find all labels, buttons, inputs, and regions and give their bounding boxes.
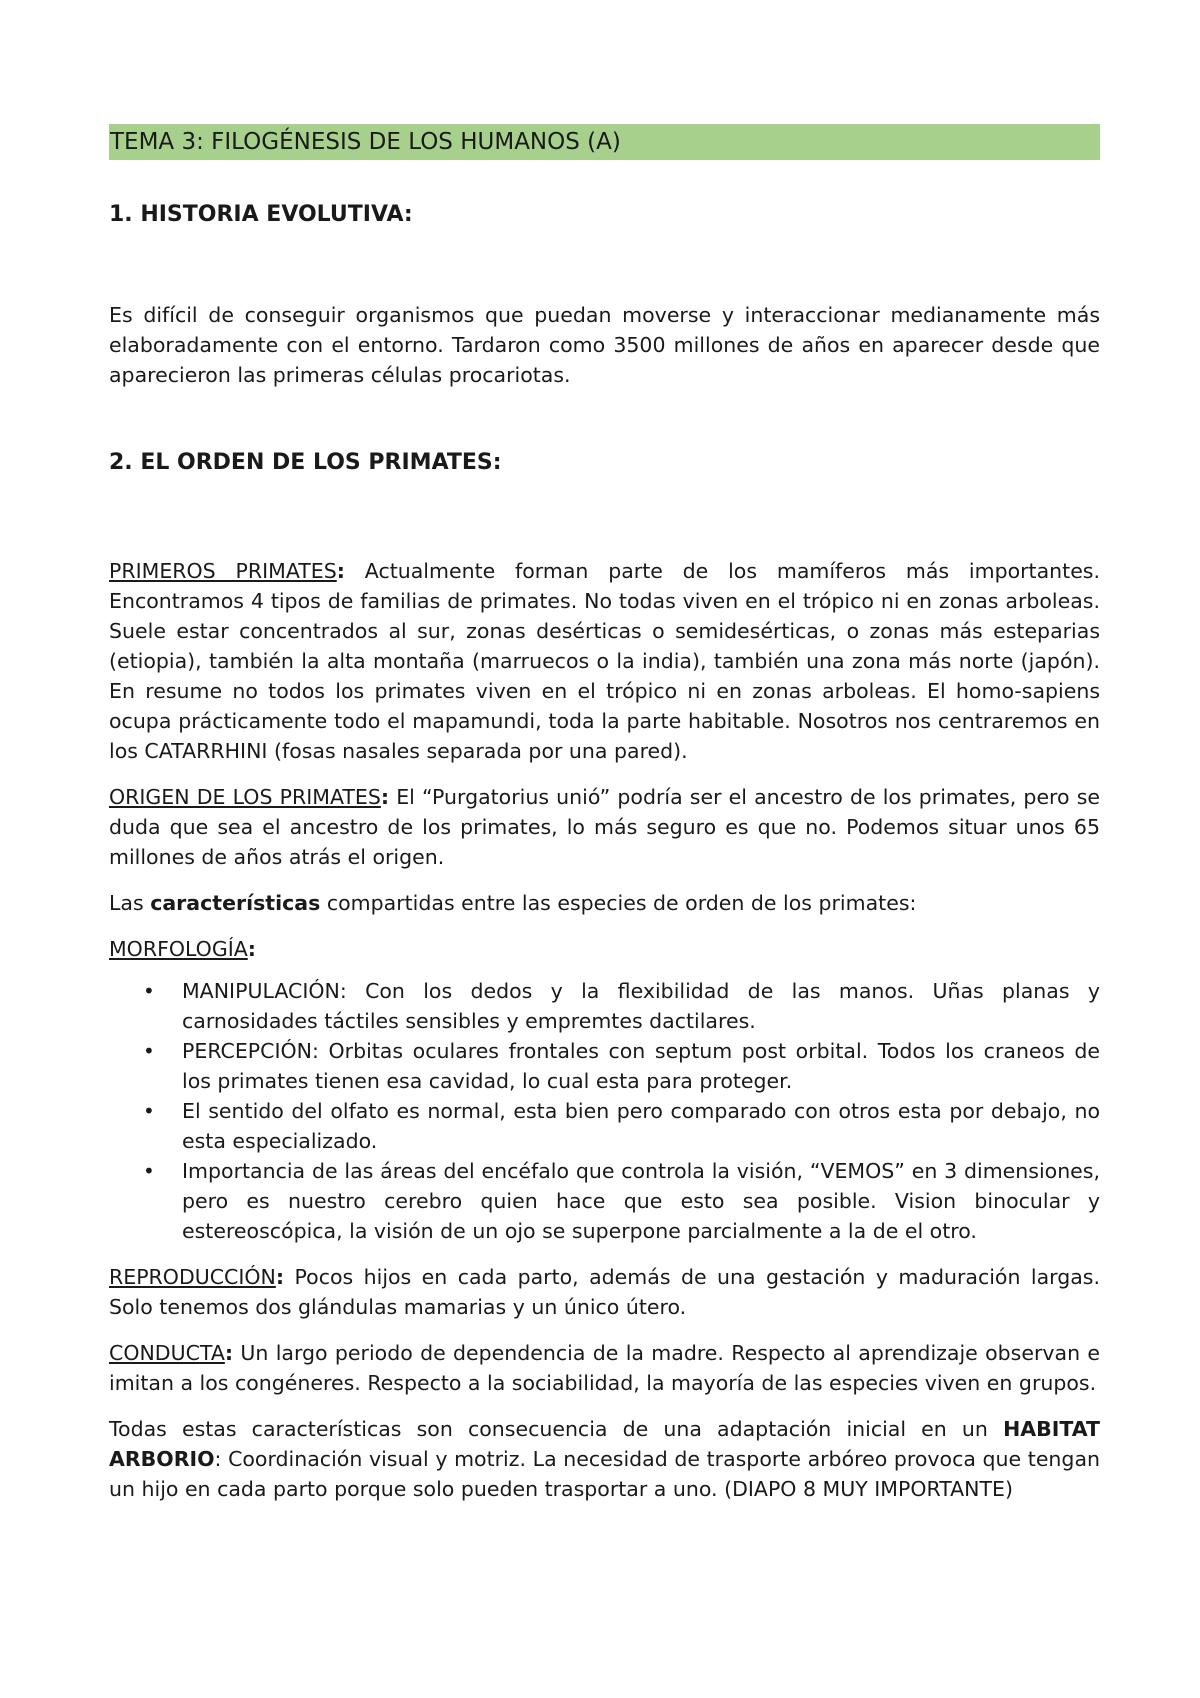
- paragraph-origen-primates: [109, 782, 1100, 872]
- origen-label: ORIGEN DE LOS PRIMATES: [109, 785, 381, 809]
- origen-text: El “Purgatorius unió” podría ser el ancestro de los primates, pero se duda que sea el ancestro de los primates, lo más seguro es que no. Podemos situar unos 65 millones de años atrás el origen.: [109, 785, 1101, 869]
- bullet-icon: •: [143, 1159, 155, 1183]
- caracteristicas-before: Las: [109, 891, 151, 915]
- bullet-icon: •: [143, 979, 155, 1003]
- paragraph-caracteristicas: [109, 888, 1100, 918]
- primeros-label: PRIMEROS PRIMATES: [109, 559, 337, 583]
- morfologia-heading: [109, 934, 1100, 964]
- reproduccion-text: Pocos hijos en cada parto, además de una gestación y maduración largas. Solo tenemos dos glándulas mamarias y un único útero.: [109, 1265, 1100, 1319]
- document-page: [109, 124, 1100, 1504]
- paragraph-habitat: [109, 1414, 1100, 1504]
- bullet-icon: •: [143, 1039, 155, 1063]
- list-item-text: El sentido del olfato es normal, esta bien pero comparado con otros esta por debajo, no esta especializado.: [182, 1099, 1100, 1153]
- reproduccion-label: REPRODUCCIÓN: [109, 1265, 276, 1289]
- conducta-colon: :: [224, 1341, 234, 1365]
- origen-colon: :: [380, 785, 390, 809]
- paragraph-conducta: [109, 1338, 1100, 1398]
- conducta-text: Un largo periodo de dependencia de la madre. Respecto al aprendizaje observan e imitan a los congéneres. Respecto a la sociabilidad, la mayoría de las especies viven en grupos.: [109, 1341, 1100, 1395]
- caracteristicas-after: compartidas entre las especies de orden de los primates:: [320, 891, 917, 915]
- paragraph-historia: Es difícil de conseguir organismos que puedan moverse y interaccionar medianamente más elaboradamente con el entorno. Tardaron como 3500 millones de años en aparecer desde que aparecieron las primeras células procariotas.: [109, 303, 1100, 387]
- bullet-icon: •: [143, 1099, 155, 1123]
- document-title: TEMA 3: FILOGÉNESIS DE LOS HUMANOS (A): [109, 124, 1100, 160]
- paragraph-primeros-primates: [109, 556, 1100, 766]
- list-item: [109, 1096, 1100, 1156]
- reproduccion-colon: :: [275, 1265, 285, 1289]
- morfologia-label: MORFOLOGÍA: [109, 937, 248, 961]
- morfologia-list: [109, 976, 1100, 1246]
- habitat-before: Todas estas características son consecuencia de una adaptación inicial en un: [109, 1417, 1004, 1441]
- list-item-text: Importancia de las áreas del encéfalo que controla la visión, “VEMOS” en 3 dimensiones, pero es nuestro cerebro quien hace que esto sea posible. Vision binocular y estereoscópica, la visión de un ojo se superpone parcialmente a la de el otro.: [182, 1159, 1100, 1243]
- habitat-after: : Coordinación visual y motriz. La necesidad de trasporte arbóreo provoca que tengan un hijo en cada parto porque solo pueden trasportar a uno. (DIAPO 8 MUY IMPORTANTE): [109, 1447, 1100, 1501]
- list-item: [109, 1156, 1100, 1246]
- primeros-colon: :: [336, 559, 345, 583]
- section-heading-historia: 1. HISTORIA EVOLUTIVA:: [109, 202, 413, 227]
- list-item-text: MANIPULACIÓN: Con los dedos y la flexibilidad de las manos. Uñas planas y carnosidades táctiles sensibles y empremtes dactilares.: [182, 979, 1100, 1033]
- list-item-text: PERCEPCIÓN: Orbitas oculares frontales con septum post orbital. Todos los craneos de los primates tienen esa cavidad, lo cual esta para proteger.: [182, 1039, 1100, 1093]
- list-item: [109, 1036, 1100, 1096]
- morfologia-colon: :: [247, 937, 256, 961]
- primeros-text: Actualmente forman parte de los mamíferos más importantes. Encontramos 4 tipos de familias de primates. No todas viven en el trópico ni en zonas arboleas. Suele estar concentrados al sur, zonas desérticas o semidesérticas, o zonas más esteparias (etiopia), también la alta montaña (marruecos o la india), también una zona más norte (japón). En resume no todos los primates viven en el trópico ni en zonas arboleas. El homo-sapiens ocupa prácticamente todo el mapamundi, toda la parte habitable. Nosotros nos centraremos en los CATARRHINI (fosas nasales separada por una pared).: [109, 559, 1100, 763]
- section-heading-orden: 2. EL ORDEN DE LOS PRIMATES:: [109, 450, 502, 475]
- habitat-bold: HABITAT ARBORIO: [109, 1417, 1100, 1471]
- paragraph-reproduccion: [109, 1262, 1100, 1322]
- list-item: [109, 976, 1100, 1036]
- caracteristicas-bold: características: [150, 891, 321, 915]
- conducta-label: CONDUCTA: [109, 1341, 225, 1365]
